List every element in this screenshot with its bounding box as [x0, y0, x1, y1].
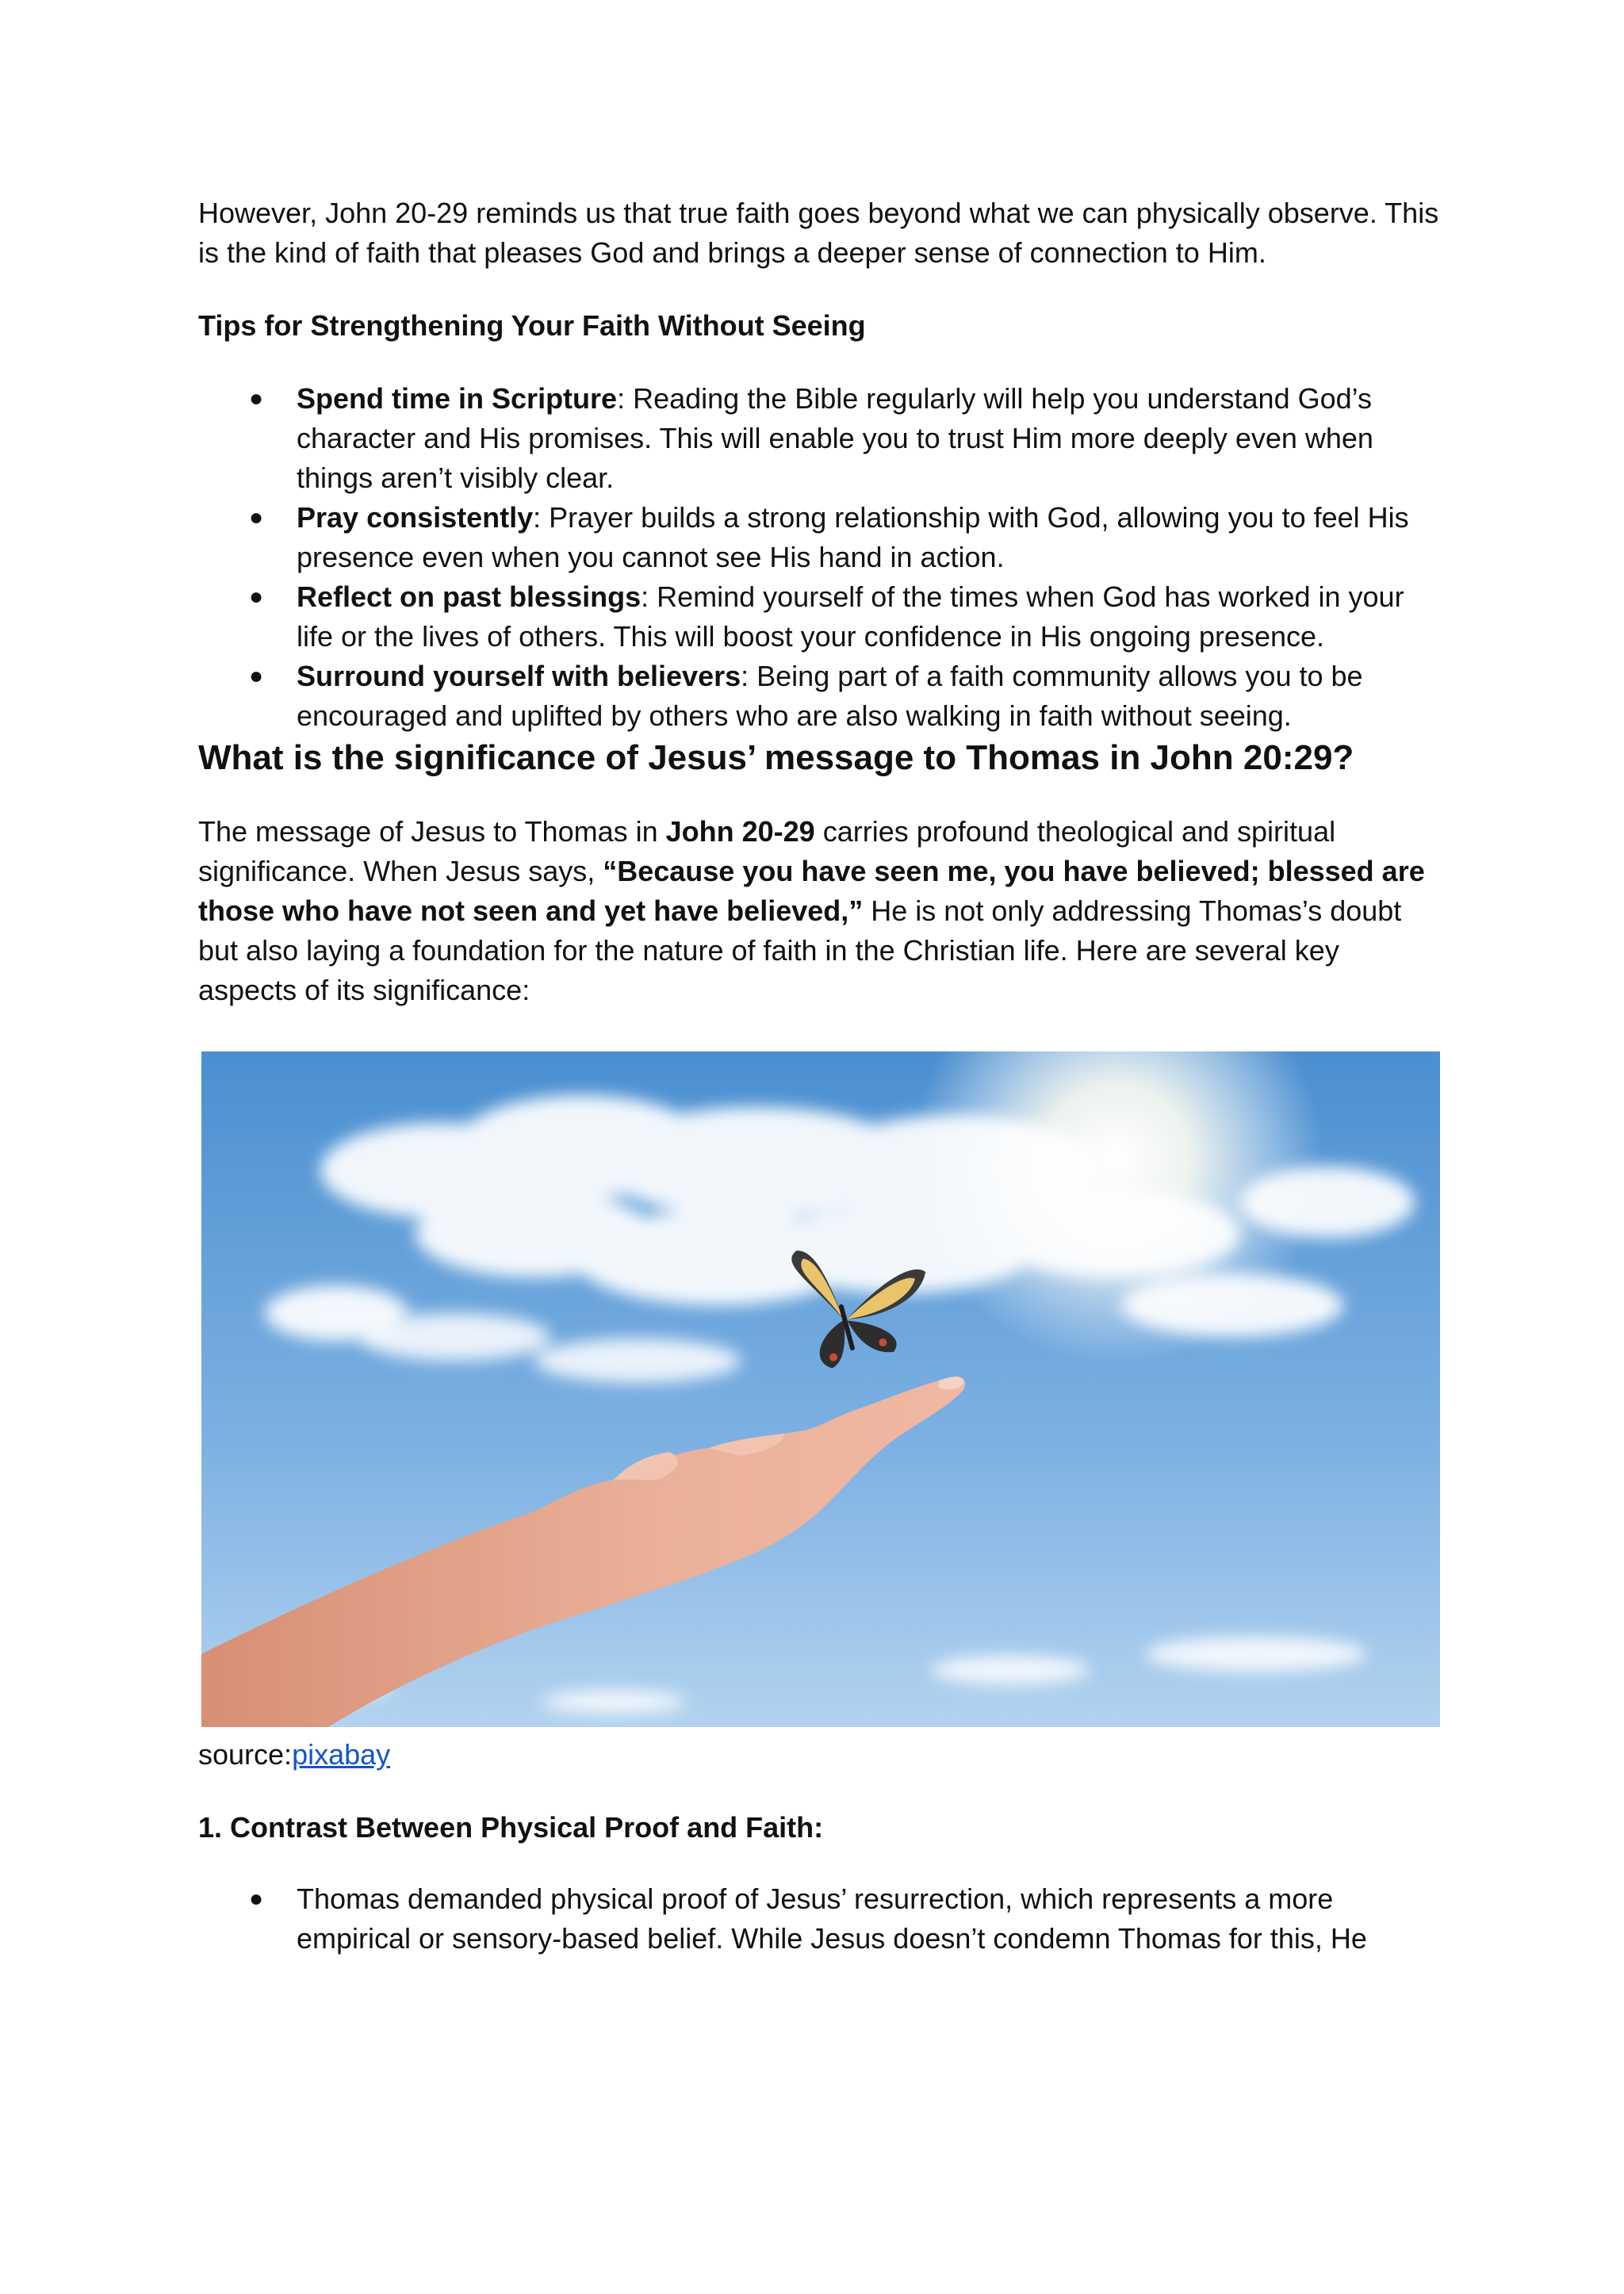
tip-text: : Remind yourself of the times when God has worked in your life or the lives of others. This will boost your confidence in His ongoing presence.	[297, 580, 1404, 653]
tip-term: Spend time in Scripture	[297, 382, 618, 415]
tip-term: Pray consistently	[297, 501, 534, 534]
point1-text: Thomas demanded physical proof of Jesus’ resurrection, which represents a more empirical or sensory-based belief. While Jesus doesn’t condemn Thomas for this, He	[297, 1882, 1367, 1955]
tip-term: Surround yourself with believers	[297, 660, 741, 692]
text-run: carries profound theological and spiritual significance. When Jesus says,	[198, 815, 1336, 887]
bullet-icon: ●	[249, 504, 264, 530]
intro-paragraph: However, John 20-29 reminds us that true faith goes beyond what we can physically observe. This is the kind of faith that pleases God and brings a deeper sense of connection to Him.	[198, 197, 1439, 269]
significance-paragraph	[198, 812, 1443, 1010]
list-item	[198, 1879, 1443, 1959]
tip-term: Reflect on past blessings	[297, 580, 642, 613]
point1-heading: 1. Contrast Between Physical Proof and Faith:	[198, 1811, 824, 1844]
list-item	[198, 379, 1443, 498]
section-heading: What is the significance of Jesus’ message to Thomas in John 20:29?	[198, 738, 1354, 777]
bullet-icon: ●	[249, 1886, 264, 1912]
scripture-reference: John 20-29	[665, 815, 815, 848]
bullet-icon: ●	[249, 385, 264, 412]
pixabay-link[interactable]: pixabay	[292, 1738, 391, 1771]
list-item	[198, 498, 1443, 577]
list-item	[198, 577, 1443, 657]
tips-list	[198, 379, 1443, 736]
document-page	[198, 193, 1443, 1959]
tips-heading: Tips for Strengthening Your Faith Without Seeing	[198, 309, 866, 342]
point1-list	[198, 1879, 1443, 1959]
tip-text: : Being part of a faith community allows you to be encouraged and uplifted by others who are also walking in faith without seeing.	[297, 660, 1363, 732]
bullet-icon: ●	[249, 584, 264, 610]
jesus-quote: “Because you have seen me, you have believed; blessed are those who have not seen and yet have believed,”	[198, 855, 1425, 927]
list-item	[198, 657, 1443, 736]
text-run: He is not only addressing Thomas’s doubt but also laying a foundation for the nature of faith in the Christian life. Here are several key aspects of its significance:	[198, 894, 1402, 1006]
hand-butterfly-sky-photo	[201, 1051, 1440, 1727]
source-prefix: source:	[198, 1738, 293, 1771]
tip-text: : Reading the Bible regularly will help you understand God’s character and His promises. This will enable you to trust Him more deeply even when things aren’t visibly clear.	[297, 382, 1373, 494]
text-run: The message of Jesus to Thomas in	[198, 815, 666, 848]
tip-text: : Prayer builds a strong relationship with God, allowing you to feel His presence even when you cannot see His hand in action.	[297, 501, 1409, 573]
image-source	[198, 1735, 1443, 1775]
bullet-icon: ●	[249, 663, 264, 689]
